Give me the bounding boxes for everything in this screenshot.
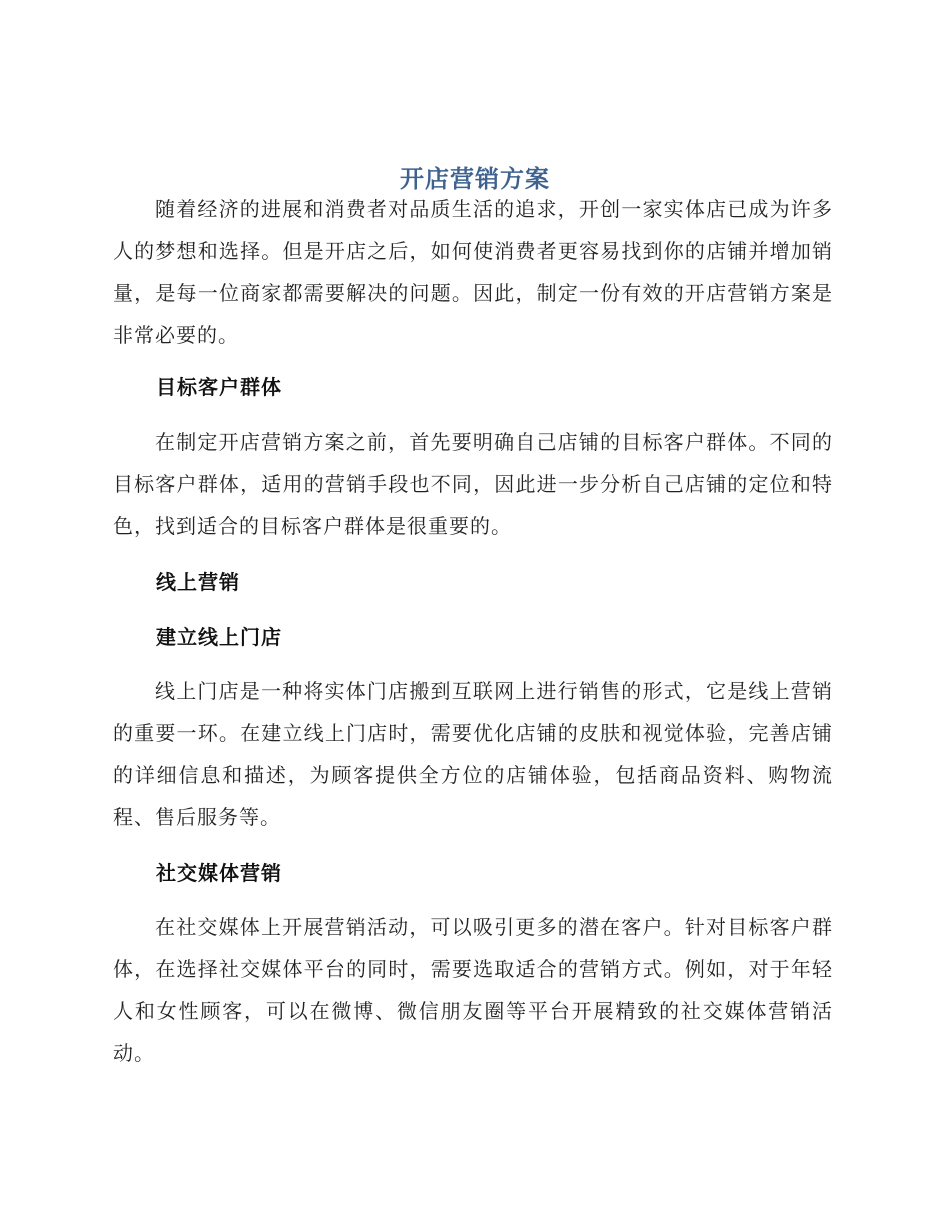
section-body-social-media: 在社交媒体上开展营销活动，可以吸引更多的潜在客户。针对目标客户群体，在选择社交媒体平台的同时，需要选取适合的营销方式。例如，对于年轻人和女性顾客，可以在微博、微信朋友圈等平台开展精致的社交媒体营销活动。 (113, 915, 833, 1065)
section-heading-online-marketing: 线上营销 (156, 570, 240, 594)
section-body-target-customers: 在制定开店营销方案之前，首先要明确自己店铺的目标客户群体。不同的目标客户群体，适用的营销手段也不同，因此进一步分析自己店铺的定位和特色，找到适合的目标客户群体是很重要的。 (113, 430, 833, 538)
document-title: 开店营销方案 (400, 165, 550, 194)
section-body-online-store: 线上门店是一种将实体门店搬到互联网上进行销售的形式，它是线上营销的重要一环。在建立线上门店时，需要优化店铺的皮肤和视觉体验，完善店铺的详细信息和描述，为顾客提供全方位的店铺体验，包括商品资料、购物流程、售后服务等。 (113, 679, 833, 829)
section-heading-target-customers: 目标客户群体 (156, 375, 282, 399)
intro-paragraph: 随着经济的进展和消费者对品质生活的追求，开创一家实体店已成为许多人的梦想和选择。但是开店之后，如何使消费者更容易找到你的店铺并增加销量，是每一位商家都需要解决的问题。因此，制定一份有效的开店营销方案是非常必要的。 (113, 197, 833, 347)
section-heading-online-store: 建立线上门店 (156, 625, 282, 649)
section-heading-social-media: 社交媒体营销 (156, 861, 282, 885)
